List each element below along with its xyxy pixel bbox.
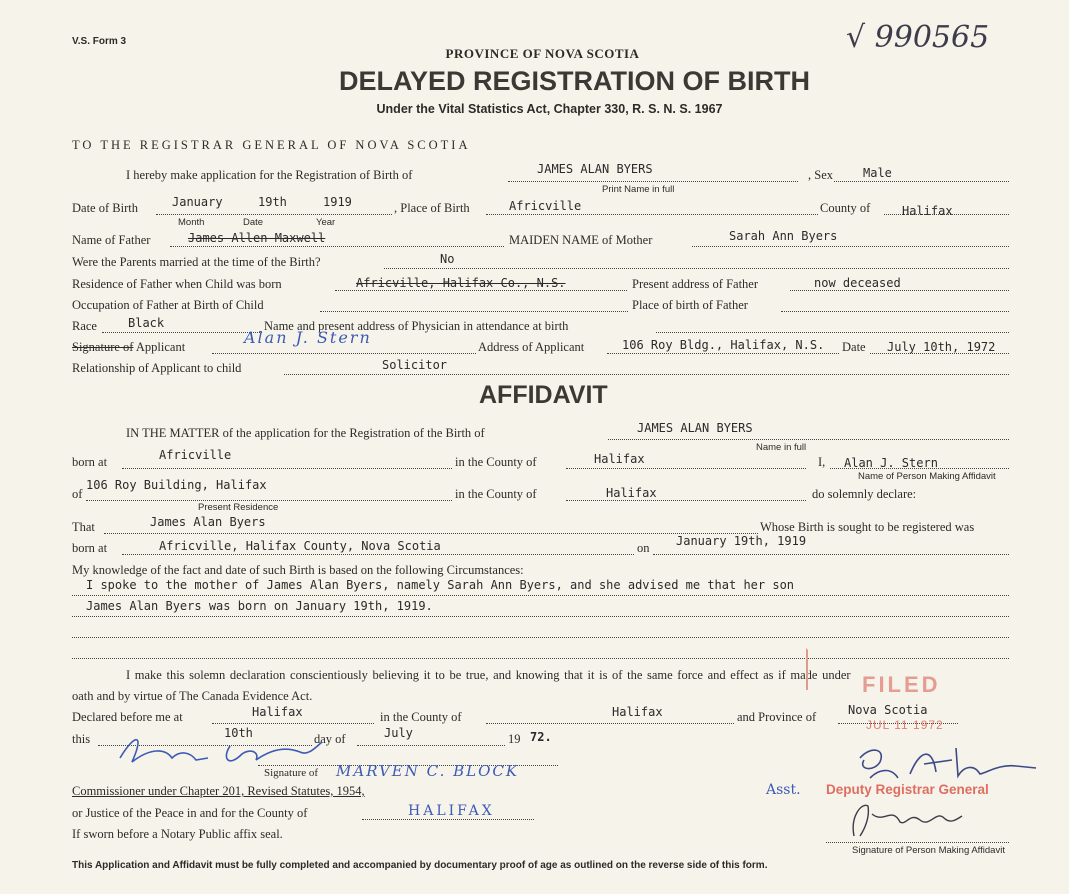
child-name-line [508,181,798,182]
address-applicant-value: 106 Roy Bldg., Halifax, N.S. [622,338,825,352]
relationship-line [284,374,1009,375]
county-value-3: Halifax [606,486,657,500]
commissioner-line: Commissioner under Chapter 201, Revised Statutes, 1954, [72,784,365,798]
notary-line: If sworn before a Notary Public affix seal. [72,827,283,841]
dob-month: January [172,195,223,209]
born-at-value: Africville [159,448,232,462]
relationship-value: Solicitor [382,358,448,372]
form-title: DELAYED REGISTRATION OF BIRTH [338,66,811,96]
whose-birth-text: Whose Birth is sought to be registered was [760,520,975,534]
month-line [357,745,505,746]
that-value: James Alan Byers [150,515,266,529]
circumstance-line-2: James Alan Byers was born on January 19th, 1919. [86,599,433,613]
filed-stamp: FILED [862,672,941,697]
race-line [102,332,262,333]
county-label-4: in the County of [380,710,462,724]
born-at-value-2: Africville, Halifax County, Nova Scotia [159,539,441,553]
province-value: Nova Scotia [848,703,928,717]
address-applicant-label: Address of Applicant [478,340,585,354]
year-caption: Year [316,217,336,228]
county-line-4 [486,723,734,724]
born-at-label: born at [72,455,108,469]
footer-note: This Application and Affidavit must be fully completed and accompanied by documentary proof of age as outlined on the reverse side of this form. [72,860,768,871]
month-value: July [384,726,413,740]
occupation-label: Occupation of Father at Birth of Child [72,298,264,312]
handwritten-registration-number: √ 990565 [846,20,990,55]
county-label: County of [820,201,871,215]
circumstance-rule-1 [72,595,1009,596]
place-label: , Place of Birth [394,201,470,215]
present-address-label: Present address of Father [632,277,759,291]
date-value: July 10th, 1972 [887,340,996,354]
address-applicant-line [607,353,839,354]
deputy-registrar-stamp: Deputy Registrar General [826,782,989,797]
justice-county-value: HALIFAX [408,803,495,819]
born-at-label-2: born at [72,541,108,555]
declared-at-value: Halifax [252,705,303,719]
married-line [384,268,1009,269]
matter-name: JAMES ALAN BYERS [637,421,753,435]
mother-value: Sarah Ann Byers [729,229,838,243]
circumstance-rule-3 [72,637,1009,638]
father-value: James Allen Maxwell [188,231,326,245]
physician-line [656,332,1009,333]
form-number: V.S. Form 3 [72,36,127,47]
day-of-label: day of [314,732,346,746]
this-day-value: 10th [224,726,253,740]
solemn-line-2: oath and by virtue of The Canada Evidence Act. [72,689,313,703]
county-value-2: Halifax [594,452,645,466]
dob-label: Date of Birth [72,201,138,215]
affiant-signature-scrawl [840,796,970,842]
asst-annotation: Asst. [766,782,801,798]
filed-stamp-date: JUL 11 1972 [866,718,944,732]
on-date-value: January 19th, 1919 [676,534,807,548]
date-caption: Date [243,217,264,228]
of-label: of [72,487,83,501]
occupation-line [320,311,628,312]
race-value: Black [128,316,165,330]
solemn-line-1: I make this solemn declaration conscientiously believing it to be true, and knowing that it is of the same force and effect as if made under [126,668,851,682]
matter-label: IN THE MATTER of the application for the Registration of the Birth of [126,426,485,440]
applicant-label: Signature of Applicant [72,340,186,354]
print-name-caption: Print Name in full [602,184,675,195]
year-prefix: 19 [508,732,521,746]
applicant-signature: Alan J. Stern [244,328,372,347]
matter-line [608,439,1009,440]
born-at-line [122,468,452,469]
born-at-line-2 [122,554,634,555]
child-name-value: JAMES ALAN BYERS [537,162,653,176]
justice-line: or Justice of the Peace in and for the County of [72,806,308,820]
circumstance-rule-2 [72,616,1009,617]
name-caption: Name in full [756,442,807,453]
declared-line [212,723,374,724]
form-subtitle: Under the Vital Statistics Act, Chapter 330, R. S. N. S. 1967 [376,102,723,116]
applicant-line [212,353,476,354]
dob-date: 19th [258,195,287,209]
declare-text: do solemnly declare: [812,487,917,501]
father-line [170,246,504,247]
circumstance-line-1: I spoke to the mother of James Alan Byers, namely Sarah Ann Byers, and she advised me that her son [86,578,795,592]
father-birthplace-line [781,311,1009,312]
month-caption: Month [178,217,205,228]
province-heading: PROVINCE OF NOVA SCOTIA [445,46,640,61]
intro-label: I hereby make application for the Registration of Birth of [126,168,413,182]
on-label: on [637,541,650,555]
affiant-prefix: I, [818,455,826,469]
affiant-signature-caption: Signature of Person Making Affidavit [852,845,1005,856]
signature-of-label: Signature of [264,767,319,779]
on-line [653,554,1009,555]
affiant-caption: Name of Person Making Affidavit [858,471,996,482]
year-value: 72. [530,730,552,744]
that-label: That [72,520,95,534]
residence-line-2 [86,500,452,501]
to-registrar-line: TO THE REGISTRAR GENERAL OF NOVA SCOTIA [72,138,471,152]
county-label-3: in the County of [455,487,537,501]
county-value: Halifax [902,204,953,218]
father-label: Name of Father [72,233,151,247]
mother-line [692,246,1009,247]
mother-label: MAIDEN NAME of Mother [509,233,653,247]
sex-label: , Sex [808,168,833,182]
sex-value: Male [863,166,892,180]
affidavit-heading: AFFIDAVIT [479,381,608,409]
dob-line [156,214,392,215]
relationship-label: Relationship of Applicant to child [72,361,242,375]
county-label-2: in the County of [455,455,537,469]
race-label: Race [72,319,97,333]
physician-label: Name and present address of Physician in attendance at birth [264,319,569,333]
residence-line [335,290,627,291]
province-label: and Province of [737,710,817,724]
justice-county-line [362,819,534,820]
place-value: Africville [509,199,582,213]
this-label: this [72,732,91,746]
residence-value: Africville, Halifax Co., N.S. [356,276,566,290]
commissioner-name-printed: MARVEN C. BLOCK [336,762,520,780]
place-line [486,214,818,215]
sex-line [834,181,1009,182]
present-address-value: now deceased [814,276,901,290]
that-line [104,533,758,534]
affiant-signature-line [826,842,1009,843]
dob-year: 1919 [323,195,352,209]
affiant-value: Alan J. Stern [844,456,938,470]
residence-caption: Present Residence [198,502,279,513]
knowledge-label: My knowledge of the fact and date of such Birth is based on the following Circumstances: [72,563,524,577]
present-address-line [790,290,1009,291]
residence-label: Residence of Father when Child was born [72,277,282,291]
father-birthplace-label: Place of birth of Father [632,298,748,312]
married-value: No [440,252,455,266]
residence-value-2: 106 Roy Building, Halifax [86,478,267,492]
date-label: Date [842,340,866,354]
married-label: Were the Parents married at the time of the Birth? [72,255,321,269]
county-value-4: Halifax [612,705,663,719]
county-line-3 [566,500,806,501]
declared-label: Declared before me at [72,710,183,724]
county-line-2 [566,468,806,469]
